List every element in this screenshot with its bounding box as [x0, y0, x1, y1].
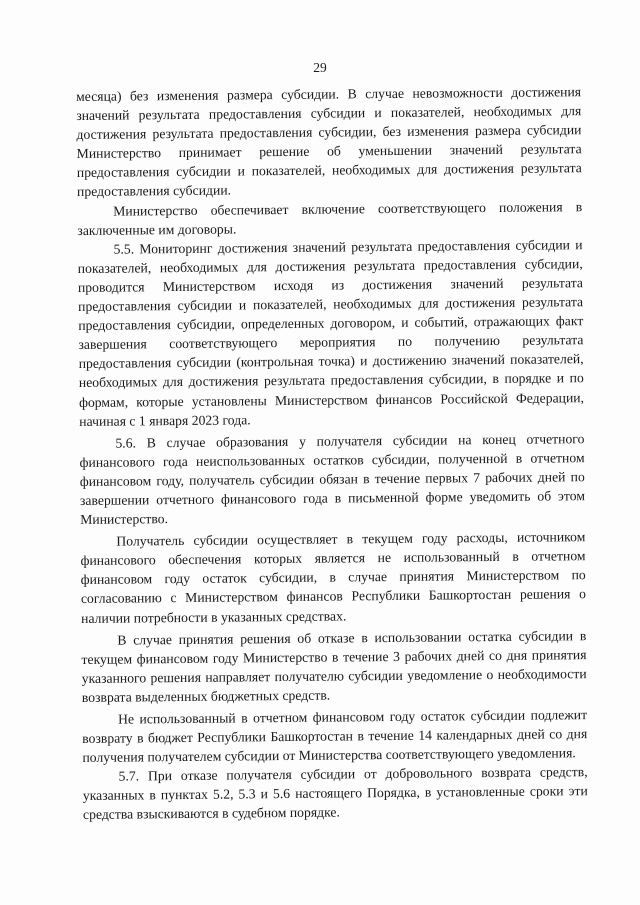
paragraph-5-6-unused-balance: 5.6. В случае образования у получателя субсидии на конец отчетного финансового года неиспользованных остатков субсидии, полученной в отчетном финансовом году, получатель субсидии обязан в течение первых 7 рабочих дней по завершении отчетного финансового года в письменной форме уведомить об этом Министерство.	[79, 430, 586, 528]
page-number: 29	[313, 60, 327, 75]
paragraph-expenses-current-year: Получатель субсидии осуществляет в текущем году расходы, источником финансового обеспечения которых является не использованный в отчетном финансовом году остаток субсидии, в случае принятия Министерством по согласованию с Министерством финансов Республики Башкортостан решения о наличии потребности в указанных средствах.	[80, 529, 586, 626]
paragraph-return-to-budget: Не использованный в отчетном финансовом году остаток субсидии подлежит возврату в бюджет Республики Башкортостан в течение 14 календарных дней со дня получения получателем субсидии от Министерства соответствующего уведомления.	[82, 707, 588, 766]
paragraph-5-5-monitoring: 5.5. Мониторинг достижения значений результата предоставления субсидии и показателей, необходимых для достижения результата предоставления субсидии, проводится Министерством исходя из достижения значений результата предоставления субсидии и показателей, необходимых для достижения результата предоставления субсидии, определенных договором, и событий, отражающих факт завершения соответствующего мероприятия по получению результата предоставления субсидии (контрольная точка) и достижению значений показателей, необходимых для достижения результата предоставления субсидии, в порядке и по формам, которые установлены Министерством финансов Российской Федерации, начиная с 1 января 2023 года.	[77, 236, 585, 429]
paragraph-continuation: месяца) без изменения размера субсидии. В случае невозможности достижения значений результата предоставления субсидии и показателей, необходимых для достижения результата предоставления субсидии, без изменения размера субсидии Министерство принимает решение об уменьшении значений результата предоставления субсидии и показателей, необходимых для достижения результата предоставления субсидии.	[76, 84, 582, 200]
paragraph-refusal-decision: В случае принятия решения об отказе в использовании остатка субсидии в текущем финансовом году Министерство в течение 3 рабочих дней со дня принятия указанного решения направляет получателю субсидии уведомление о необходимости возврата выделенных бюджетных средств.	[81, 627, 587, 705]
document-body	[76, 82, 588, 824]
paragraph-5-7-recovery: 5.7. При отказе получателя субсидии от добровольного возврата средств, указанных в пунктах 5.2, 5.3 и 5.6 настоящего Порядка, в установленные сроки эти средства взыскиваются в судебном порядке.	[82, 764, 588, 823]
paragraph-ministry-provision: Министерство обеспечивает включение соответствующего положения в заключенные им договоры.	[77, 198, 583, 238]
